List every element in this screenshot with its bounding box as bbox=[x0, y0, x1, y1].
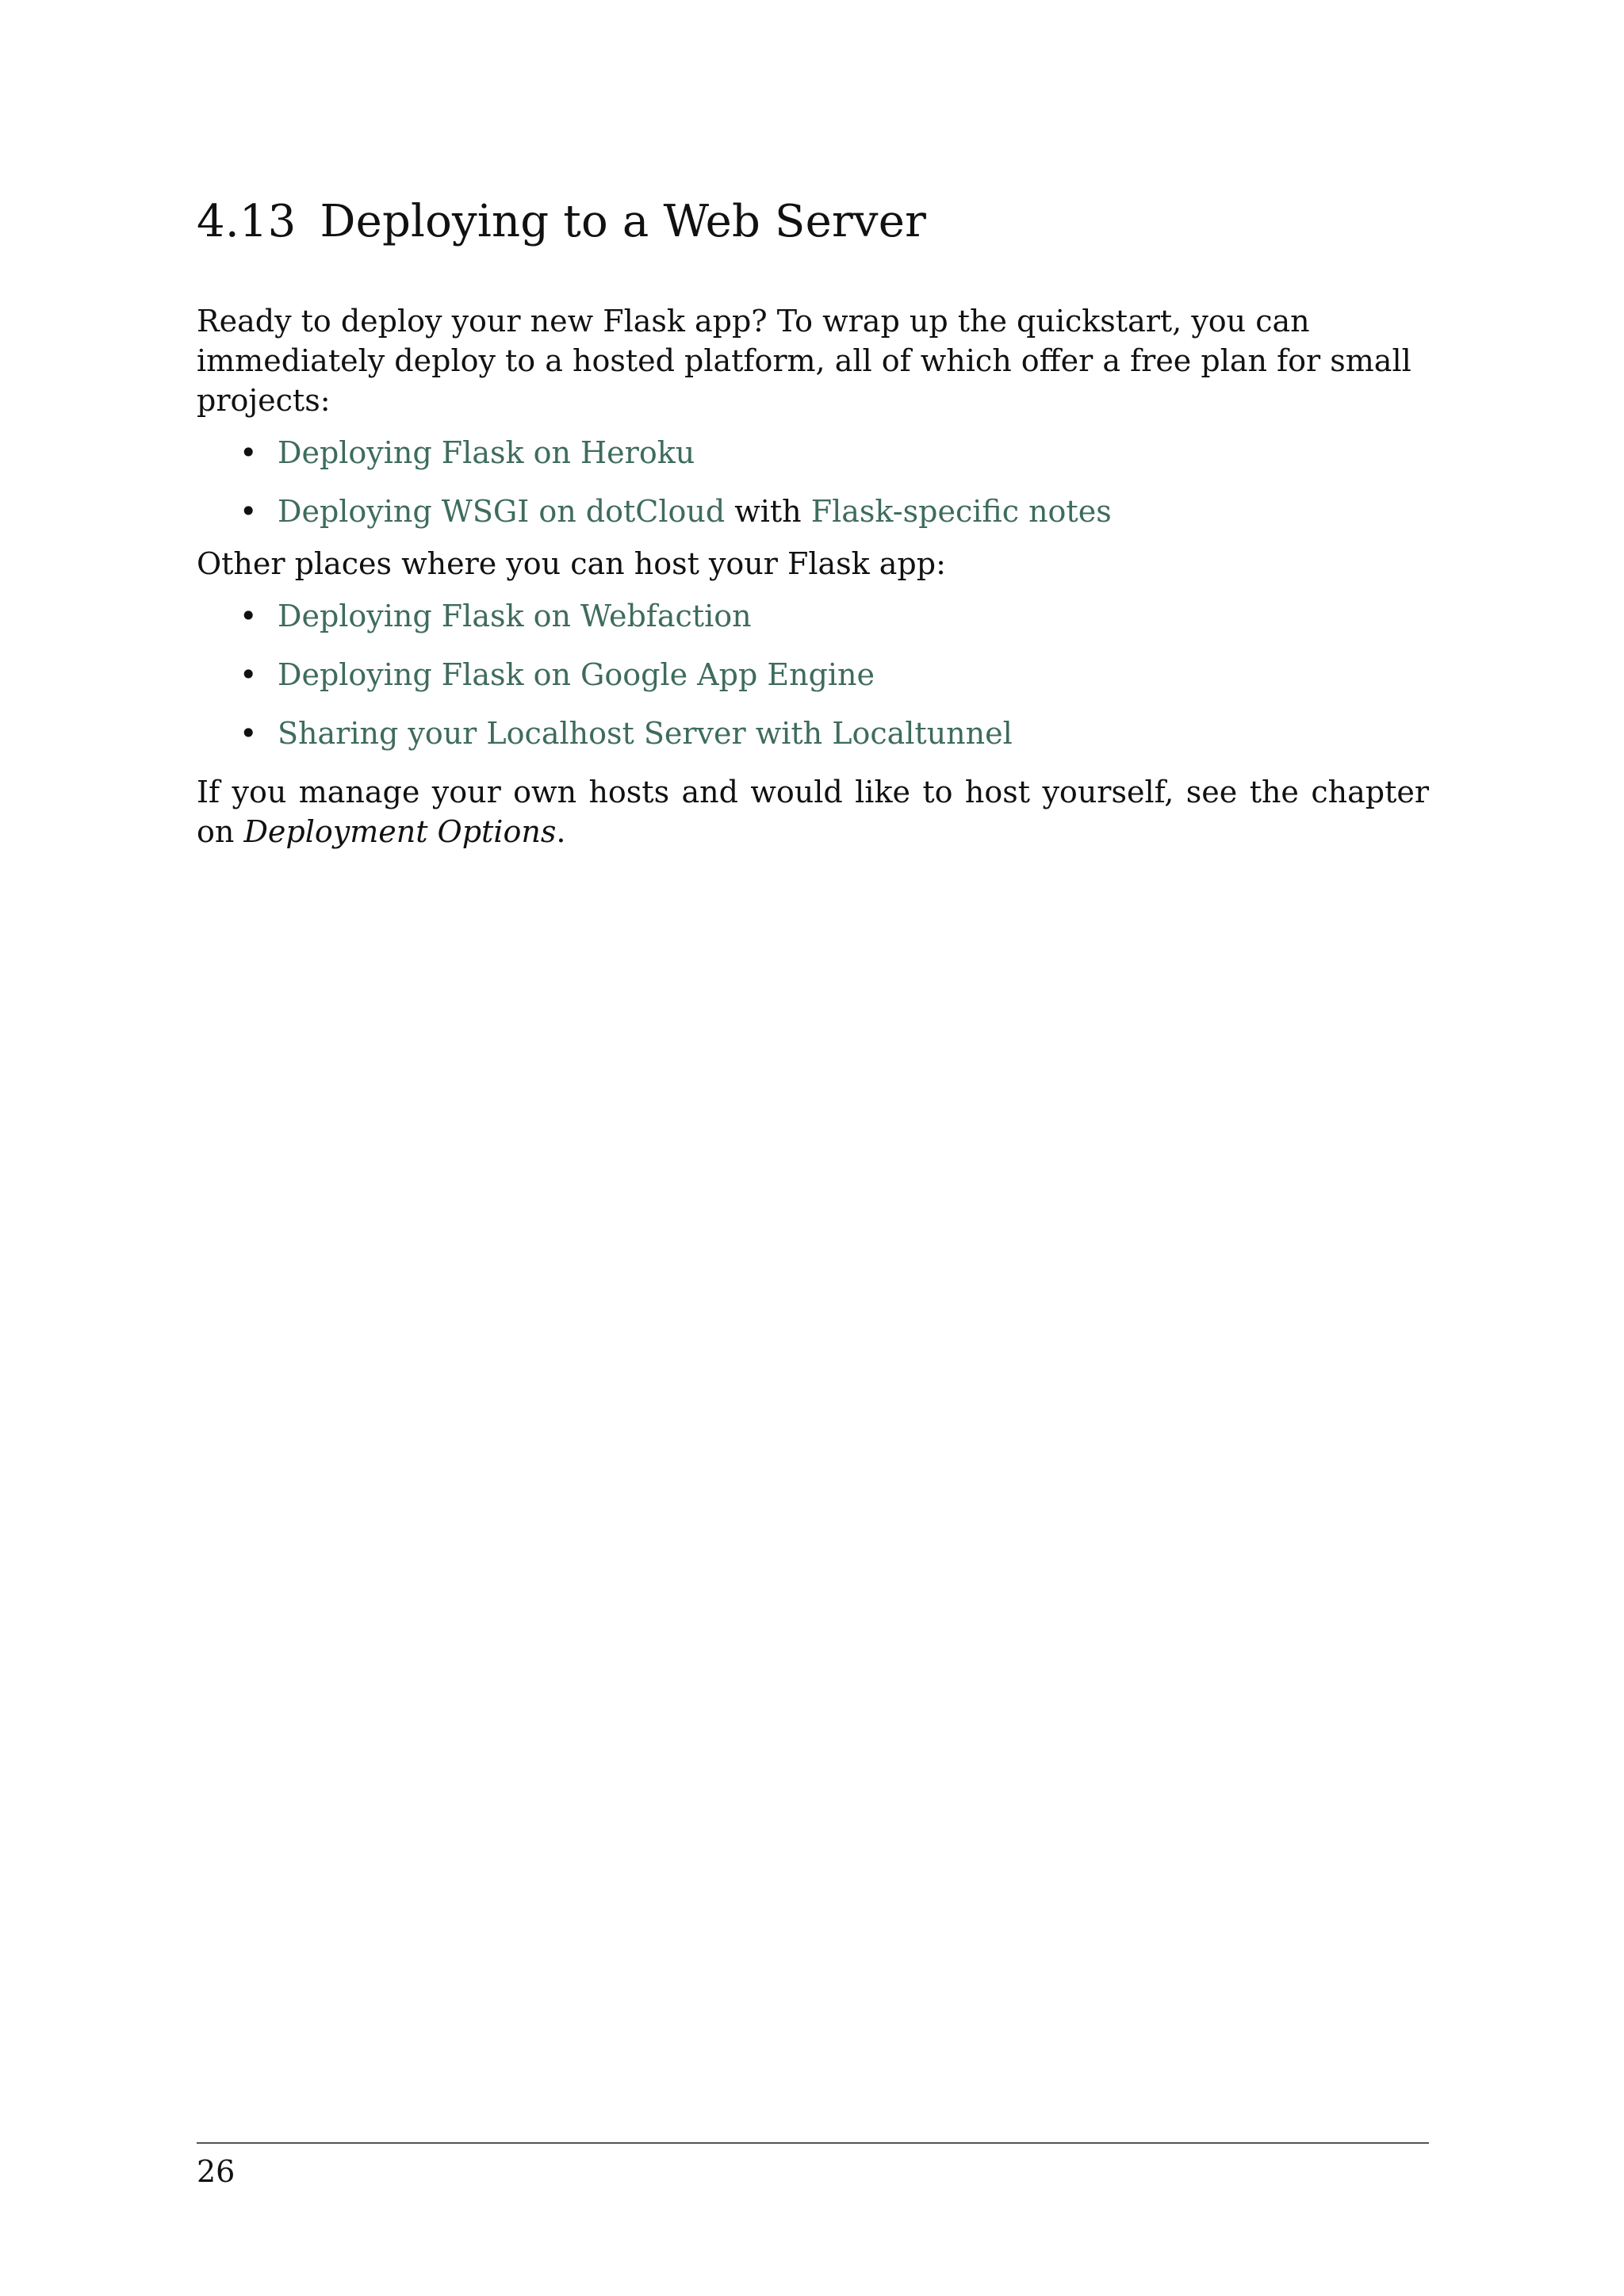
bullet-icon: • bbox=[239, 494, 258, 529]
closing-text: If you manage your own hosts and would like to host yourself, see the chapter on bbox=[197, 775, 1429, 849]
section-heading bbox=[197, 190, 1429, 254]
joiner-text: with bbox=[725, 494, 811, 529]
list-item bbox=[239, 492, 1429, 531]
page-content bbox=[197, 190, 1429, 851]
page-number: 26 bbox=[197, 2154, 236, 2189]
section-number: 4.13 bbox=[197, 196, 297, 247]
closing-end: . bbox=[556, 814, 566, 849]
closing-paragraph bbox=[197, 772, 1429, 851]
link-webfaction[interactable]: Deploying Flask on Webfaction bbox=[278, 599, 752, 633]
link-flask-specific-notes[interactable]: Flask-specific notes bbox=[810, 494, 1112, 529]
list-item bbox=[239, 655, 1429, 695]
footer-rule bbox=[197, 2142, 1429, 2144]
list-item bbox=[239, 714, 1429, 753]
bullet-icon: • bbox=[239, 657, 258, 692]
link-heroku[interactable]: Deploying Flask on Heroku bbox=[278, 435, 695, 470]
bullet-icon: • bbox=[239, 716, 258, 751]
link-localtunnel[interactable]: Sharing your Localhost Server with Localtunnel bbox=[278, 716, 1013, 751]
other-hosts-list bbox=[197, 596, 1429, 753]
list-item bbox=[239, 433, 1429, 473]
hosted-platform-list bbox=[197, 433, 1429, 531]
intro-paragraph: Ready to deploy your new Flask app? To wrap up the quickstart, you can immediately deploy to a hosted platform, all of which offer a free plan for small projects: bbox=[197, 304, 1411, 418]
list-item bbox=[239, 596, 1429, 636]
bullet-icon: • bbox=[239, 435, 258, 470]
deployment-options-ref[interactable]: Deployment Options bbox=[243, 814, 557, 849]
other-places-paragraph: Other places where you can host your Flask app: bbox=[197, 546, 946, 581]
link-dotcloud[interactable]: Deploying WSGI on dotCloud bbox=[278, 494, 726, 529]
link-google-app-engine[interactable]: Deploying Flask on Google App Engine bbox=[278, 657, 875, 692]
section-title: Deploying to a Web Server bbox=[320, 196, 927, 247]
bullet-icon: • bbox=[239, 599, 258, 633]
